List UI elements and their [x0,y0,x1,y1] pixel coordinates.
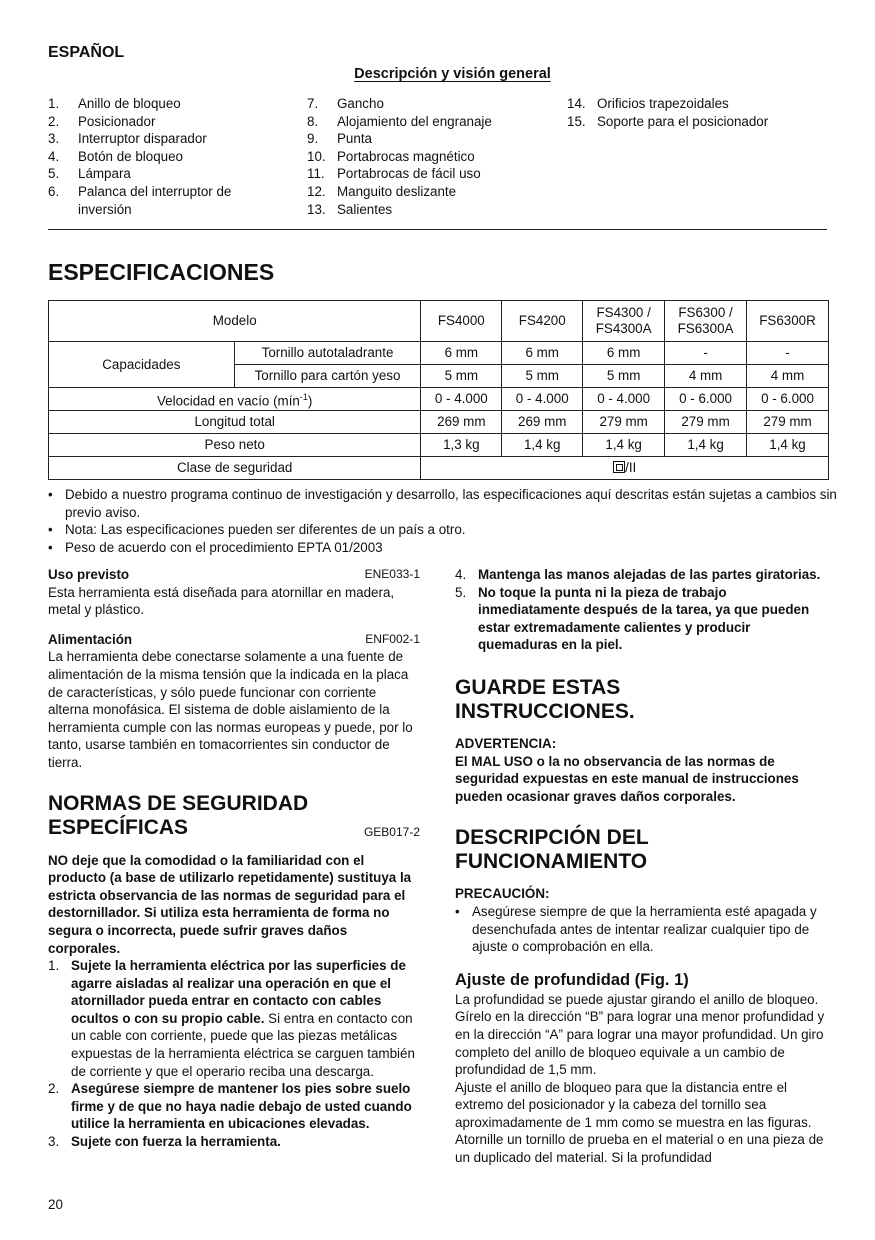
list-item: 11. Portabrocas de fácil uso [307,166,481,182]
table-cell: 269 mm [421,411,502,434]
capacities-label: Capacidades [49,342,235,388]
double-insulation-icon [613,461,625,473]
section-divider [48,229,827,230]
list-item: 7. Gancho [307,96,384,111]
drywall-label: Tornillo para cartón yeso [234,365,421,388]
model-cell: FS4300 / FS4300A [583,301,665,342]
list-item: 12. Manguito deslizante [307,183,457,199]
list-item: 8. Alojamiento del engranaje [307,113,492,129]
table-cell: 4 mm [747,365,829,388]
table-cell: 1,4 kg [502,434,583,457]
depth-adjust-text-2: Ajuste el anillo de bloqueo para que la distancia entre el extremo del posicionador y la cabeza del tornillo sea aproximadamente de 1 mm como se muestra en las figuras. Atornille un tornillo de prueba en el material o en una pieza de un duplicado del material. Si la profundidad [455,1079,824,1166]
list-item: 2. Asegúrese siempre de mantener los pies sobre suelo firme y de que no haya nadie debajo de usted cuando utilice la herramienta en ubicaciones elevadas. [48,1081,412,1132]
table-cell: 0 - 4.000 [583,388,665,411]
save-instructions-title: GUARDE ESTAS INSTRUCCIONES. [455,675,635,723]
list-item: • Asegúrese siempre de que la herramienta esté apagada y desenchufada antes de intentar realizar cualquier tipo de ajuste o comprobación en ella. [455,903,817,955]
list-item: 6. Palanca del interruptor de inversión [48,183,232,217]
intended-use-heading: Uso previsto ENE033-1 [48,567,420,582]
table-cell: 1,3 kg [421,434,502,457]
list-item: 5. No toque la punta ni la pieza de trabajo inmediatamente después de la tarea, ya que pueden estar extremadamente calientes y producir quemaduras en la piel. [455,584,810,653]
specs-title: ESPECIFICACIONES [48,259,275,285]
safety-intro: NO deje que la comodidad o la familiaridad con el producto (a base de utilizarlo repetidamente) sustituya la estricta observancia de las normas de seguridad para el destornillador. Si utiliza esta herramienta de forma no segura o incorrecta, puede sufrir graves daños corporales. [48,852,412,956]
left-column [48,566,420,1151]
warning-label: ADVERTENCIA: [455,735,557,751]
model-cell: FS4000 [421,301,502,342]
caution-list [455,903,827,956]
table-cell: - [665,342,747,365]
weight-label: Peso neto [49,434,421,457]
table-cell: - [747,342,829,365]
table-cell: 5 mm [421,365,502,388]
overview-list-col3 [567,95,827,130]
specs-table [48,300,829,480]
list-item: 1. Sujete la herramienta eléctrica por las superficies de agarre aisladas al realizar una operación en que el atornillador pueda entrar en contacto con cables ocultos o con su propio cable. Si entra en contacto con un cable con corriente, puede que las piezas metálicas expuestas de la herramienta eléctrica se carguen también de corriente y que el operario reciba una descarga. [48,958,415,1079]
list-item: 5. Lámpara [48,166,131,182]
caution-label: PRECAUCIÓN: [455,886,550,902]
function-title: DESCRIPCIÓN DEL FUNCIONAMIENTO [455,826,649,874]
list-item: 4. Botón de bloqueo [48,148,183,164]
table-cell: 269 mm [502,411,583,434]
class-label: Clase de seguridad [49,457,421,480]
table-cell: 0 - 4.000 [421,388,502,411]
table-cell: 279 mm [747,411,829,434]
table-row [49,342,829,365]
overview-list-col1 [48,95,268,218]
safety-list-continued [455,566,827,654]
spec-notes [48,486,838,556]
list-item: 3. Sujete con fuerza la herramienta. [48,1134,281,1150]
safety-list [48,957,420,1151]
table-cell: 279 mm [665,411,747,434]
model-label: Modelo [49,301,421,342]
list-item: 1. Anillo de bloqueo [48,96,181,111]
table-row [49,301,829,342]
power-text: La herramienta debe conectarse solamente a una fuente de alimentación de la misma tensión que la indicada en la placa de características, y sólo puede funcionar con corriente alterna monofásica. El sistema de doble aislamiento de la herramienta cumple con las normas europeas y puede, por lo tanto, usarse también en tomacorrientes sin conductor de tierra. [48,649,413,770]
language-heading: ESPAÑOL [48,44,125,61]
page-number: 20 [48,1197,63,1212]
table-cell: 6 mm [583,342,665,365]
table-cell: 1,4 kg [665,434,747,457]
class-value-cell: /II [421,457,829,480]
depth-adjust-text-1: La profundidad se puede ajustar girando el anillo de bloqueo. Gírelo en la dirección “B” para lograr una menor profundidad y en la dirección “A” para lograr una mayor profundidad. Un giro completo del anillo de bloqueo equivale a un cambio de profundidad de 1,5 mm. [455,991,825,1078]
intended-use-text: Esta herramienta está diseñada para atornillar en madera, metal y plástico. [48,584,395,618]
overview-title: Descripción y visión general [354,66,551,82]
table-row [49,434,829,457]
table-cell: 6 mm [421,342,502,365]
depth-adjust-heading: Ajuste de profundidad (Fig. 1) [455,970,689,989]
table-cell: 4 mm [665,365,747,388]
list-item: • Debido a nuestro programa continuo de investigación y desarrollo, las especificaciones aquí descritas están sujetas a cambios sin previo aviso. [48,487,837,520]
model-cell: FS4200 [502,301,583,342]
table-cell: 1,4 kg [583,434,665,457]
section-code: ENF002-1 [365,631,420,646]
speed-label: Velocidad en vacío (mín$^{-1}$) [49,388,421,411]
model-cell: FS6300R [747,301,829,342]
overview-list-col2 [307,95,537,218]
warning-text: El MAL USO o la no observancia de las normas de seguridad expuestas en este manual de instrucciones pueden ocasionar graves daños corporales. [455,753,799,804]
power-heading: Alimentación ENF002-1 [48,631,420,647]
right-column [455,566,827,1167]
table-cell: 6 mm [502,342,583,365]
list-item: 9. Punta [307,131,372,147]
table-cell: 5 mm [502,365,583,388]
model-cell: FS6300 / FS6300A [665,301,747,342]
table-row [49,411,829,434]
table-cell: 279 mm [583,411,665,434]
table-cell: 5 mm [583,365,665,388]
table-cell: 0 - 6.000 [747,388,829,411]
list-item: 4. Mantenga las manos alejadas de las partes giratorias. [455,567,821,582]
table-row [49,457,829,480]
safety-title: NORMAS DE SEGURIDAD ESPECÍFICAS GEB017-2 [48,791,420,839]
list-item: 2. Posicionador [48,113,156,129]
list-item: • Peso de acuerdo con el procedimiento EPTA 01/2003 [48,539,383,555]
list-item: 10. Portabrocas magnético [307,148,475,164]
list-item: 3. Interruptor disparador [48,131,207,147]
table-row [49,388,829,411]
table-cell: 0 - 6.000 [665,388,747,411]
section-code: GEB017-2 [363,824,420,839]
length-label: Longitud total [49,411,421,434]
table-cell: 1,4 kg [747,434,829,457]
list-item: 14. Orificios trapezoidales [567,96,729,111]
section-code: ENE033-1 [364,567,420,581]
list-item: 13. Salientes [307,201,393,217]
table-cell: 0 - 4.000 [502,388,583,411]
list-item: • Nota: Las especificaciones pueden ser diferentes de un país a otro. [48,522,466,538]
list-item: 15. Soporte para el posicionador [567,113,769,129]
self-drilling-label: Tornillo autotaladrante [234,342,421,365]
